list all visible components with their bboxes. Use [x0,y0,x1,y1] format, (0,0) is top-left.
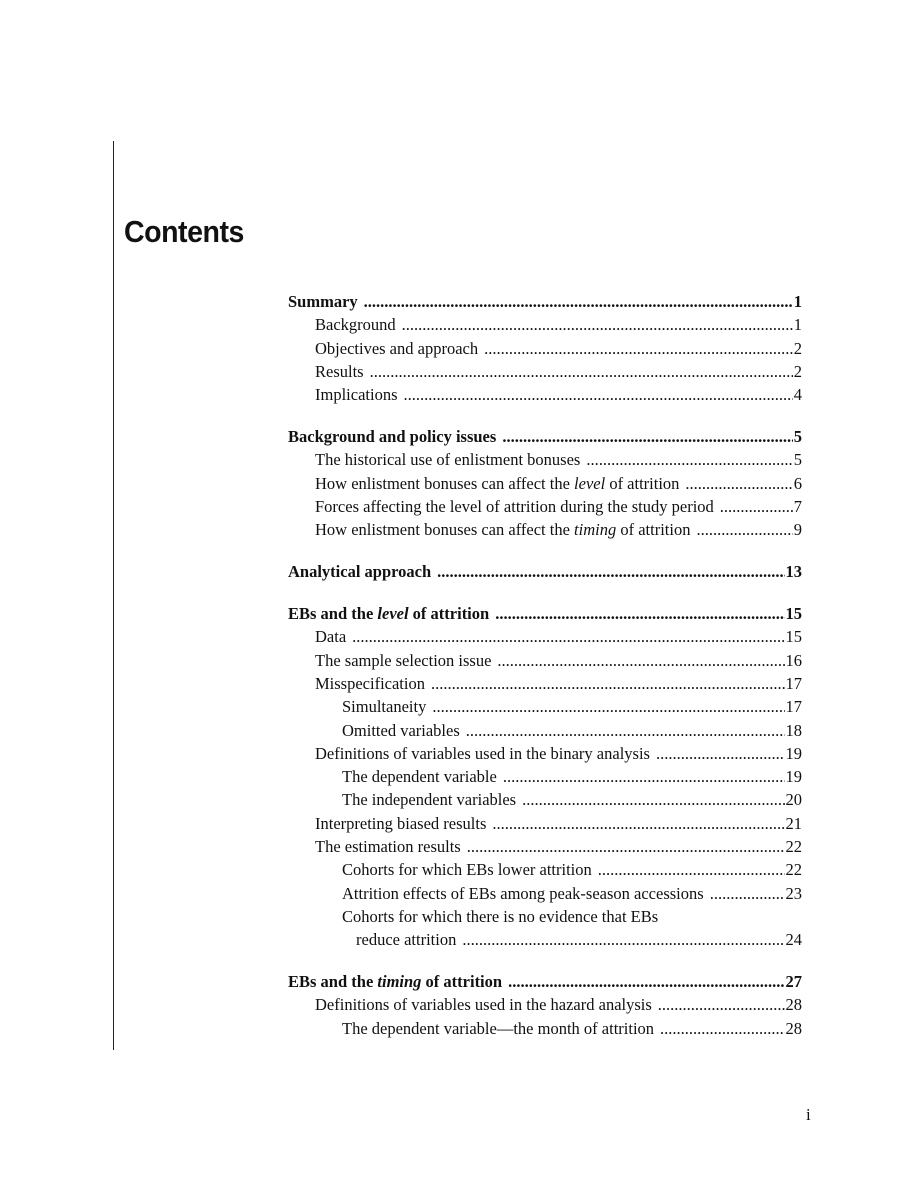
table-of-contents [288,290,802,1040]
toc-entry[interactable] [288,313,802,336]
toc-entry[interactable] [288,905,802,928]
toc-page-number: 17 [785,673,802,693]
dot-leader [364,290,793,313]
toc-entry-title: The dependent variable [342,767,497,787]
toc-entry[interactable] [288,835,802,858]
toc-entry-title: EBs and the level of attrition [288,604,490,624]
toc-section-entry[interactable] [288,290,802,313]
dot-leader [437,560,784,583]
toc-entry[interactable] [288,765,802,788]
toc-entry-title: reduce attrition [356,930,457,950]
toc-page-number: 23 [785,883,802,903]
dot-leader [402,313,793,336]
dot-leader [522,788,784,811]
dot-leader [508,970,784,993]
toc-page-number: 21 [785,813,802,833]
dot-leader [502,425,792,448]
toc-entry[interactable] [288,518,802,541]
dot-leader [696,518,792,541]
toc-page-number: 13 [785,562,802,582]
toc-entry-title: Omitted variables [342,720,460,740]
dot-leader [497,649,784,672]
toc-entry-title: The historical use of enlistment bonuses [315,450,581,470]
margin-rule [113,141,114,1050]
toc-entry-title: The sample selection issue [315,650,492,670]
toc-entry-title: Cohorts for which EBs lower attrition [342,860,592,880]
toc-entry[interactable] [288,448,802,471]
toc-entry[interactable] [288,742,802,765]
toc-entry-title: Simultaneity [342,697,427,717]
toc-page-number: 28 [785,995,802,1015]
toc-entry-title: How enlistment bonuses can affect the timing of attrition [315,520,691,540]
dot-leader [462,928,784,951]
dot-leader [492,812,784,835]
dot-leader [466,719,785,742]
dot-leader [484,337,793,360]
page-number: i [806,1105,811,1124]
page-title: Contents [124,214,244,249]
toc-page-number: 5 [793,450,802,470]
toc-page-number: 1 [793,292,802,311]
toc-entry-title: Forces affecting the level of attrition during the study period [315,496,714,516]
toc-entry-title: Background and policy issues [288,427,497,447]
toc-section-entry[interactable] [288,602,802,625]
toc-entry[interactable] [288,788,802,811]
toc-page-number: 1 [793,315,802,335]
toc-entry[interactable] [288,882,802,905]
dot-leader [720,495,793,518]
dot-leader [467,835,785,858]
toc-entry-title: EBs and the timing of attrition [288,972,503,992]
dot-leader [503,765,785,788]
toc-entry-title: Results [315,361,364,381]
toc-page-number: 9 [793,520,802,540]
toc-entry[interactable] [288,472,802,495]
toc-page-number: 24 [785,930,802,950]
toc-page-number: 19 [785,767,802,787]
toc-page-number: 2 [793,361,802,381]
toc-page-number: 17 [785,697,802,717]
toc-entry[interactable] [288,695,802,718]
toc-page-number: 16 [785,650,802,670]
toc-entry[interactable] [288,360,802,383]
toc-entry-title: Misspecification [315,673,425,693]
toc-entry-title: Data [315,627,347,647]
toc-page-number: 22 [785,837,802,857]
toc-page-number: 27 [785,972,802,992]
dot-leader [598,858,785,881]
toc-entry-title: Analytical approach [288,562,432,582]
toc-page-number: 6 [793,473,802,493]
toc-page-number: 19 [785,743,802,763]
toc-entry-title: Implications [315,385,398,405]
toc-entry[interactable] [288,495,802,518]
dot-leader [685,472,792,495]
toc-entry[interactable] [288,812,802,835]
toc-entry[interactable] [288,719,802,742]
toc-page-number: 4 [793,385,802,405]
toc-page-number: 5 [793,427,802,447]
dot-leader [495,602,784,625]
toc-entry[interactable] [288,337,802,360]
toc-entry[interactable] [288,672,802,695]
toc-entry[interactable] [288,993,802,1016]
toc-page-number: 15 [785,627,802,647]
toc-entry-title: Attrition effects of EBs among peak-season accessions [342,883,704,903]
dot-leader [656,742,785,765]
toc-page-number: 7 [793,496,802,516]
toc-entry-title: Background [315,315,396,335]
toc-entry-title: Cohorts for which there is no evidence that EBs [342,906,659,926]
toc-entry-title: Definitions of variables used in the hazard analysis [315,995,652,1015]
toc-entry-title: Definitions of variables used in the binary analysis [315,743,650,763]
dot-leader [432,695,784,718]
toc-page-number: 18 [785,720,802,740]
toc-entry-title: The independent variables [342,790,517,810]
dot-leader [403,383,792,406]
toc-entry[interactable] [288,928,802,951]
dot-leader [710,882,785,905]
toc-entry-title: The dependent variable—the month of attrition [342,1018,655,1038]
dot-leader [660,1017,784,1040]
dot-leader [370,360,793,383]
toc-entry[interactable] [288,649,802,672]
dot-leader [586,448,792,471]
toc-page-number: 2 [793,338,802,358]
toc-page-number: 28 [785,1018,802,1038]
dot-leader [431,672,785,695]
dot-leader [658,993,785,1016]
toc-page-number: 22 [785,860,802,880]
toc-section-entry[interactable] [288,425,802,448]
toc-entry-title: Interpreting biased results [315,813,487,833]
toc-section-entry[interactable] [288,970,802,993]
toc-entry[interactable] [288,625,802,648]
toc-entry-title: The estimation results [315,837,461,857]
dot-leader [352,625,784,648]
toc-entry[interactable] [288,383,802,406]
toc-entry-title: Objectives and approach [315,338,479,358]
toc-entry[interactable] [288,1017,802,1040]
toc-page-number: 15 [785,604,802,624]
toc-entry-title: How enlistment bonuses can affect the level of attrition [315,473,680,493]
toc-entry-title: Summary [288,292,358,311]
toc-entry[interactable] [288,858,802,881]
toc-page-number: 20 [785,790,802,810]
toc-section-entry[interactable] [288,560,802,583]
